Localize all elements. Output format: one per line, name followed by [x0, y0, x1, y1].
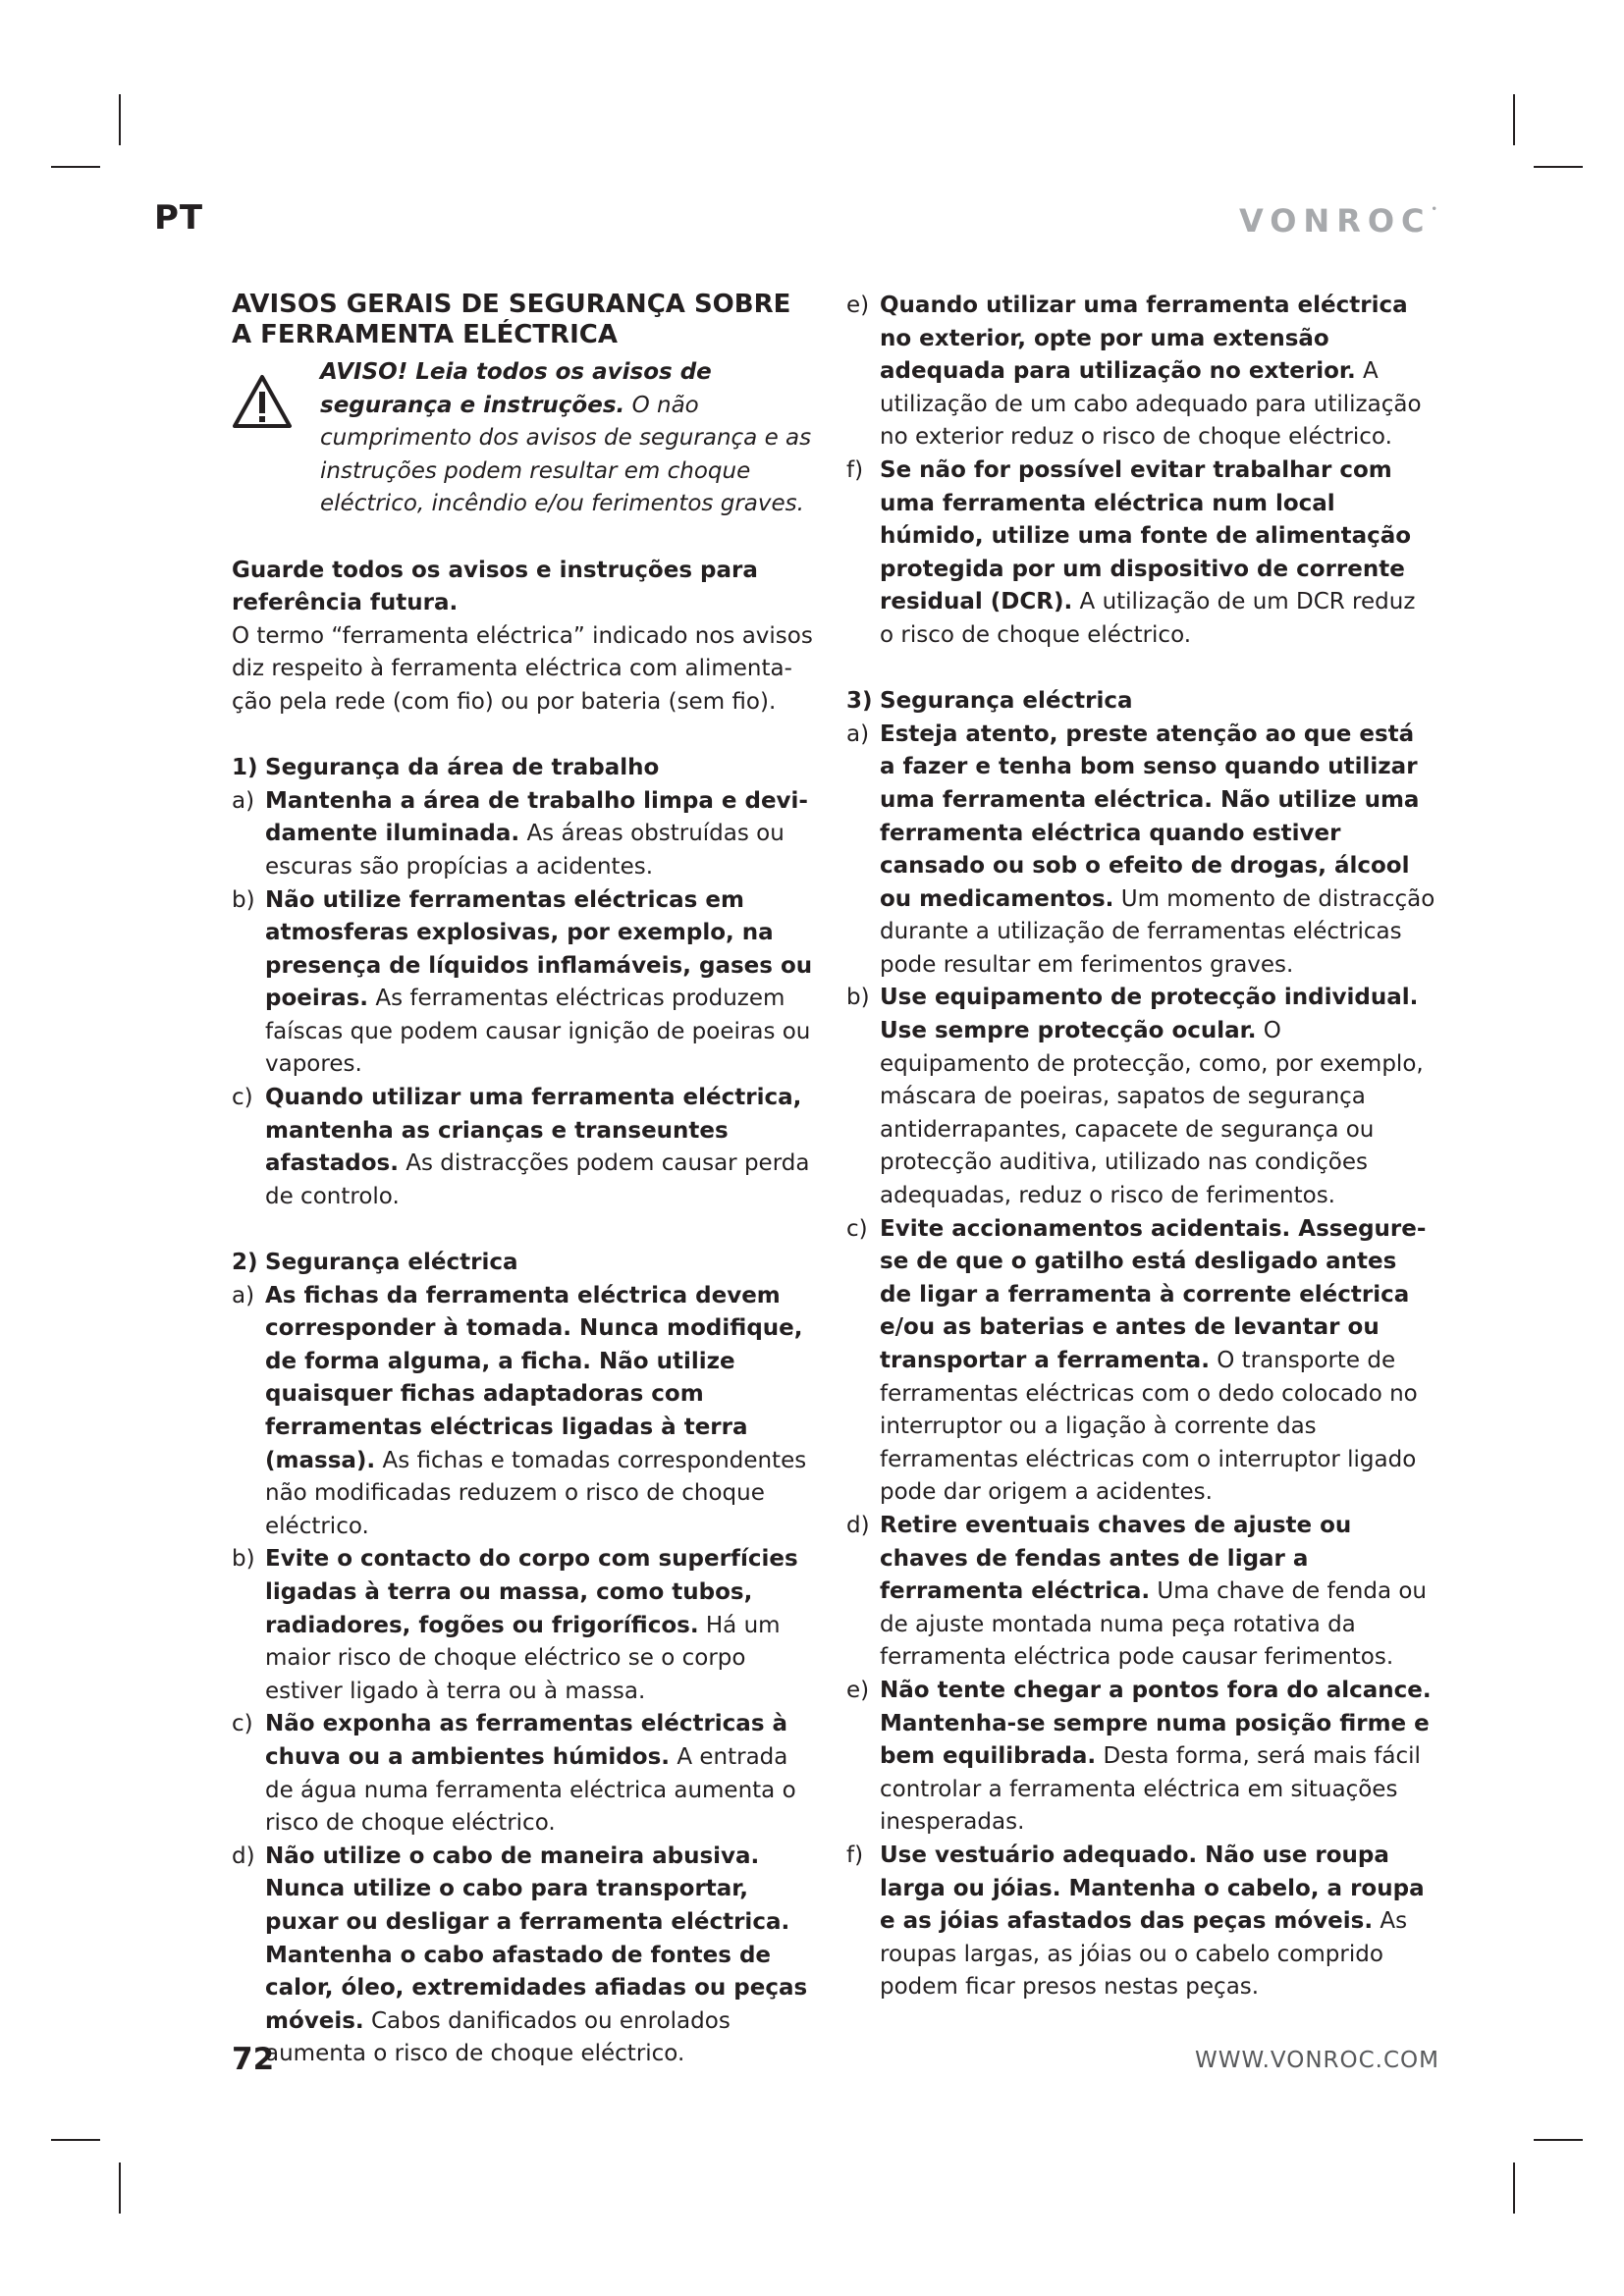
list-item: c) Evite accionamentos acidentais. Assegure-se de que o gatilho está desligado antes de ligar a ferramenta à corrente eléctrica e/ou as baterias e antes de levantar ou transportar a ferramenta. O transporte de ferramentas eléctricas com o dedo colocado no interruptor ou a ligação à corrente das ferramentas eléctricas com o interruptor ligado pode dar origem a acidentes. — [846, 1215, 1427, 1506]
list-item: f) Use vestuário adequado. Não use roupa larga ou jóias. Mantenha o cabelo, a roupa e as jóias afastados das peças móveis. As roupas largas, as jóias ou o cabelo comprido podem ficar presos nestas peças. — [846, 1842, 1425, 2001]
list-item: d) Não utilize o cabo de maneira abusiva. Nunca utilize o cabo para transportar, puxar ou desligar a ferramenta eléctrica. Mantenha o cabo afastado de fontes de calor, óleo, extremidades afiadas ou peças móveis. Cabos danificados ou enrolados aumenta o risco de choque eléctrico. — [232, 1842, 808, 2067]
warning-bold: AVISO! Leia todos os avisos de segurança e instruções. — [320, 359, 712, 418]
crop-mark — [1513, 94, 1515, 145]
crop-mark — [51, 166, 100, 168]
keep-instructions: Guarde todos os avisos e instruções para referência futura. — [232, 557, 758, 616]
list-item: a) Mantenha a área de trabalho limpa e devidamente iluminada. As áreas obstruídas ou escuras são propícias a acidentes. — [232, 787, 808, 880]
section-3-title: 3) Segurança eléctrica — [846, 688, 1133, 715]
crop-mark — [1513, 2163, 1515, 2214]
list-item: b) Não utilize ferramentas eléctricas em atmosferas explosivas, por exemplo, na presença de líquidos inflamáveis, gases ou poeiras. As ferramentas eléctricas produzem faíscas que podem causar ignição de poeiras ou vapores. — [232, 886, 813, 1078]
term-definition: O termo “ferramenta eléctrica” indicado nos avisos diz respeito à ferramenta eléctrica com alimentação pela rede (com fio) ou por bateria (sem fio). — [232, 622, 813, 715]
list-item: c) Não exponha as ferramentas eléctricas à chuva ou a ambientes húmidos. A entrada de água numa ferramenta eléctrica aumenta o risco de choque eléctrico. — [232, 1711, 796, 1837]
left-column — [232, 290, 821, 2071]
list-item: a) Esteja atento, preste atenção ao que está a fazer e tenha bom senso quando utilizar uma ferramenta eléctrica. Não utilize uma ferramenta eléctrica quando estiver cansado ou sob o efeito de drogas, álcool ou medicamentos. Um momento de distracção durante a utilização de ferramentas eléctricas pode resultar em ferimentos graves. — [846, 721, 1435, 978]
list-item: e) Não tente chegar a pontos fora do alcance. Mantenha-se sempre numa posição firme e bem equilibrada. Desta forma, será mais fácil controlar a ferramenta eléctrica em situações inesperadas. — [846, 1677, 1432, 1836]
right-column — [846, 290, 1435, 2004]
warning-triangle-icon — [232, 356, 320, 521]
list-item: f) Se não for possível evitar trabalhar com uma ferramenta eléctrica num local húmido, utilize uma fonte de alimentação protegida por um dispositivo de corrente residual (DCR). A utilização de um DCR reduz o risco de choque eléctrico. — [846, 456, 1416, 648]
warning-body: O não cumprimento dos avisos de segurança e as instruções podem resultar em choque eléctrico, incêndio e/ou ferimentos graves. — [320, 392, 812, 517]
warning-block — [232, 356, 821, 521]
section-heading-2: A FERRAMENTA ELÉCTRICA — [232, 320, 618, 349]
list-item: e) Quando utilizar uma ferramenta eléctrica no exterior, opte por uma extensão adequada para utilização no exterior. A utilização de um cabo adequado para utilização no exterior reduz o risco de choque eléctrico. — [846, 293, 1422, 451]
list-item: b) Use equipamento de protecção individual. Use sempre protecção ocular. O equipamento de protecção, como, por exemplo, máscara de poeiras, sapatos de segurança antiderrapantes, capacete de segurança ou protecção auditiva, utilizado nas condições adequadas, reduz o risco de ferimentos. — [846, 985, 1424, 1209]
list-item: a) As fichas da ferramenta eléctrica devem corresponder à tomada. Nunca modifique, de forma alguma, a ficha. Não utilize quaisquer fichas adaptadoras com ferramentas eléctricas ligadas à terra (massa). As fichas e tomadas correspondentes não modificadas reduzem o risco de choque eléctrico. — [232, 1282, 807, 1539]
website-url: WWW.VONROC.COM — [1195, 2048, 1439, 2073]
list-item: c) Quando utilizar uma ferramenta eléctrica, mantenha as crianças e transeuntes afastados. As distracções podem causar perda de controlo. — [232, 1085, 810, 1209]
crop-mark — [1534, 2139, 1583, 2141]
crop-mark — [1534, 166, 1583, 168]
crop-mark — [119, 94, 121, 145]
crop-mark — [119, 2163, 121, 2214]
brand-logo: VONROC• — [1239, 202, 1437, 240]
language-code: PT — [154, 198, 204, 238]
section-heading-1: AVISOS GERAIS DE SEGURANÇA SOBRE — [232, 290, 791, 319]
page-number: 72 — [232, 2042, 275, 2077]
crop-mark — [51, 2139, 100, 2141]
warning-text — [320, 356, 821, 521]
section-2-title: 2) Segurança eléctrica — [232, 1250, 518, 1276]
list-item: b) Evite o contacto do corpo com superfícies ligadas à terra ou massa, como tubos, radiadores, fogões ou frigoríficos. Há um maior risco de choque eléctrico se o corpo estiver ligado à terra ou à massa. — [232, 1546, 798, 1704]
section-1-title: 1) Segurança da área de trabalho — [232, 755, 660, 781]
list-item: d) Retire eventuais chaves de ajuste ou chaves de fendas antes de ligar a ferramenta eléctrica. Uma chave de fenda ou de ajuste montada numa peça rotativa da ferramenta eléctrica pode causar ferimentos. — [846, 1512, 1427, 1671]
